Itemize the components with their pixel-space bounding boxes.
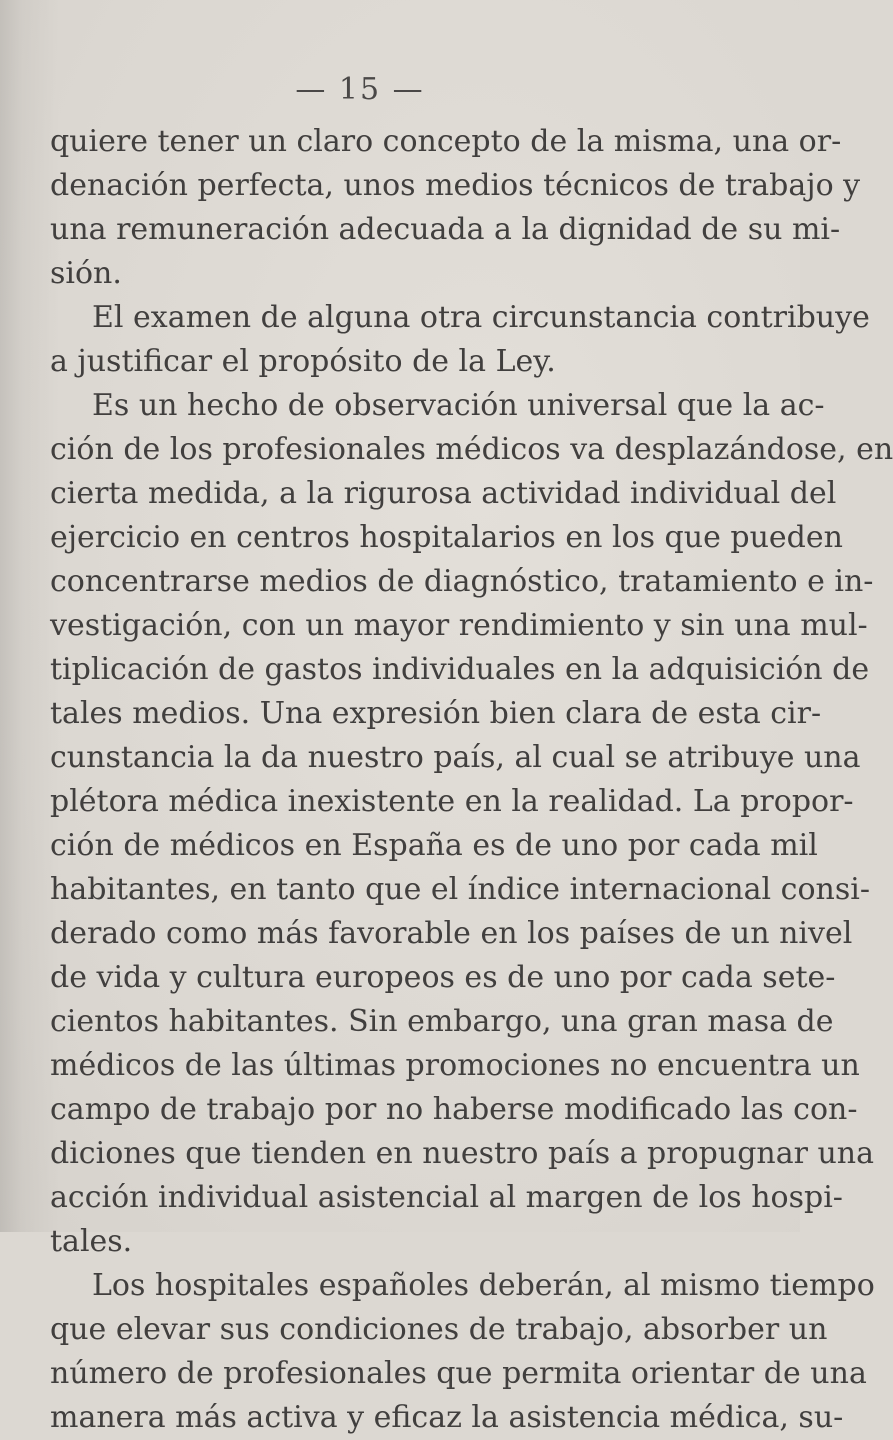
text-line: Es un hecho de observación universal que la ac- bbox=[92, 388, 825, 423]
page-number: — 15 — bbox=[295, 72, 425, 107]
text-line: cientos habitantes. Sin embargo, una gran masa de bbox=[50, 1004, 834, 1039]
text-line: manera más activa y eficaz la asistencia médica, su- bbox=[50, 1400, 844, 1435]
text-line: una remuneración adecuada a la dignidad de su mi- bbox=[50, 212, 841, 247]
text-line: denación perfecta, unos medios técnicos de trabajo y bbox=[50, 168, 861, 203]
text-line: vestigación, con un mayor rendimiento y sin una mul- bbox=[50, 608, 868, 643]
text-line: Los hospitales españoles deberán, al mismo tiempo bbox=[92, 1268, 875, 1303]
text-line: campo de trabajo por no haberse modificado las con- bbox=[50, 1092, 858, 1127]
text-line: ción de los profesionales médicos va desplazándose, en bbox=[50, 432, 893, 467]
text-line: ción de médicos en España es de uno por cada mil bbox=[50, 828, 818, 863]
text-line: derado como más favorable en los países de un nivel bbox=[50, 916, 853, 951]
text-line: tiplicación de gastos individuales en la adquisición de bbox=[50, 652, 870, 687]
text-line: habitantes, en tanto que el índice internacional consi- bbox=[50, 872, 870, 907]
text-line: cierta medida, a la rigurosa actividad individual del bbox=[50, 476, 837, 511]
text-line: ejercicio en centros hospitalarios en los que pueden bbox=[50, 520, 843, 555]
text-line: tales medios. Una expresión bien clara de esta cir- bbox=[50, 696, 822, 731]
text-line: de vida y cultura europeos es de uno por cada sete- bbox=[50, 960, 836, 995]
text-line: a justificar el propósito de la Ley. bbox=[50, 344, 556, 379]
text-line: que elevar sus condiciones de trabajo, absorber un bbox=[50, 1312, 828, 1347]
text-line: cunstancia la da nuestro país, al cual se atribuye una bbox=[50, 740, 861, 775]
text-line: tales. bbox=[50, 1224, 133, 1259]
text-line: médicos de las últimas promociones no encuentra un bbox=[50, 1048, 860, 1083]
text-line: sión. bbox=[50, 256, 122, 291]
text-line: quiere tener un claro concepto de la misma, una or- bbox=[50, 124, 842, 159]
text-line: concentrarse medios de diagnóstico, tratamiento e in- bbox=[50, 564, 874, 599]
text-line: diciones que tienden en nuestro país a propugnar una bbox=[50, 1136, 875, 1171]
text-line: número de profesionales que permita orientar de una bbox=[50, 1356, 867, 1391]
text-line: acción individual asistencial al margen de los hospi- bbox=[50, 1180, 843, 1215]
text-line: El examen de alguna otra circunstancia contribuye bbox=[92, 300, 870, 335]
text-line: plétora médica inexistente en la realidad. La propor- bbox=[50, 784, 854, 819]
body-text bbox=[50, 120, 893, 1440]
